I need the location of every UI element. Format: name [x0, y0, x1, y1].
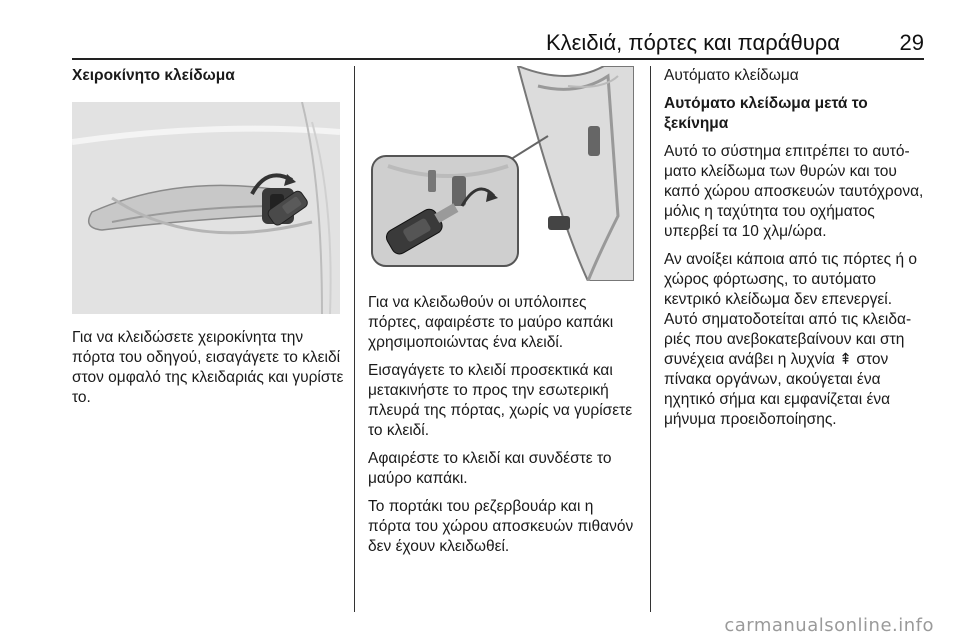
page-header — [0, 0, 960, 60]
paragraph-reattach-cap: Αφαιρέστε το κλειδί και συνδέστε το μαύρο καπάκι. — [368, 450, 612, 487]
tailgate-lock-figure — [368, 66, 634, 281]
door-handle-figure — [72, 102, 340, 314]
paragraph-fuel-flap: Το πορτάκι του ρεζερβουάρ και η πόρτα του χώρου αποσκευών πιθανόν δεν έχουν κλειδωθεί. — [368, 498, 634, 555]
subheading-auto-lock-after-start: Αυτόματο κλείδωμα μετά το ξεκίνημα — [664, 95, 868, 132]
paragraph-remove-cap: Για να κλειδωθούν οι υπόλοιπες πόρτες, αφαιρέστε το μαύρο καπάκι χρησιμοποιώντας ένα κλειδί. — [368, 294, 614, 351]
column-2 — [368, 66, 640, 565]
paragraph-manual-lock: Για να κλειδώσετε χειροκίνητα την πόρτα του οδηγού, εισαγάγετε το κλειδί στον ομφαλό της κλειδαριάς και γυρίστε το. — [72, 329, 344, 406]
paragraph-auto-lock-system: Αυτό το σύστημα επιτρέπει το αυτόματο κλείδωμα των θυρών και του καπό χώρου αποσκευών ταυτόχρονα, μόλις η ταχύτητα του οχήματος υπερβεί τα 10 χλμ/ώρα. — [664, 143, 924, 240]
paragraph-insert-key: Εισαγάγετε το κλειδί προσεκτικά και μετακινήστε το προς την εσωτερική πλευρά της πόρτας, χωρίς να γυρίσετε το κλειδί. — [368, 362, 633, 439]
section-heading-automatic-lock: Αυτόματο κλείδωμα — [664, 67, 799, 84]
tailgate-lock-key-icon — [368, 66, 634, 281]
column-divider-2 — [650, 66, 651, 612]
header-rule — [72, 58, 924, 60]
subheading-manual-lock: Χειροκίνητο κλείδωμα — [72, 67, 235, 84]
column-divider-1 — [354, 66, 355, 612]
car-door-handle-key-icon — [72, 102, 340, 314]
paragraph-door-open-warning: Αν ανοίξει κάποια από τις πόρτες ή ο χώρος φόρτωσης, το αυτόματο κεντρικό κλείδωμα δεν επενεργεί. Αυτό σηματοδοτείται από τις κλειδαριές που ανεβοκατεβαίνουν και στη συνέχεια ανάβει η λυχνία ⇞ στον πίνακα οργάνων, ακούγεται ένα ηχητικό σήμα και εμφανίζεται ένα μήνυμα προειδοποίησης. — [664, 251, 918, 428]
page-number: 29 — [899, 30, 924, 55]
column-1 — [72, 66, 344, 416]
chapter-title: Κλειδιά, πόρτες και παράθυρα — [545, 30, 840, 55]
column-3 — [664, 66, 926, 438]
watermark: carmanualsonline.info — [724, 615, 934, 636]
